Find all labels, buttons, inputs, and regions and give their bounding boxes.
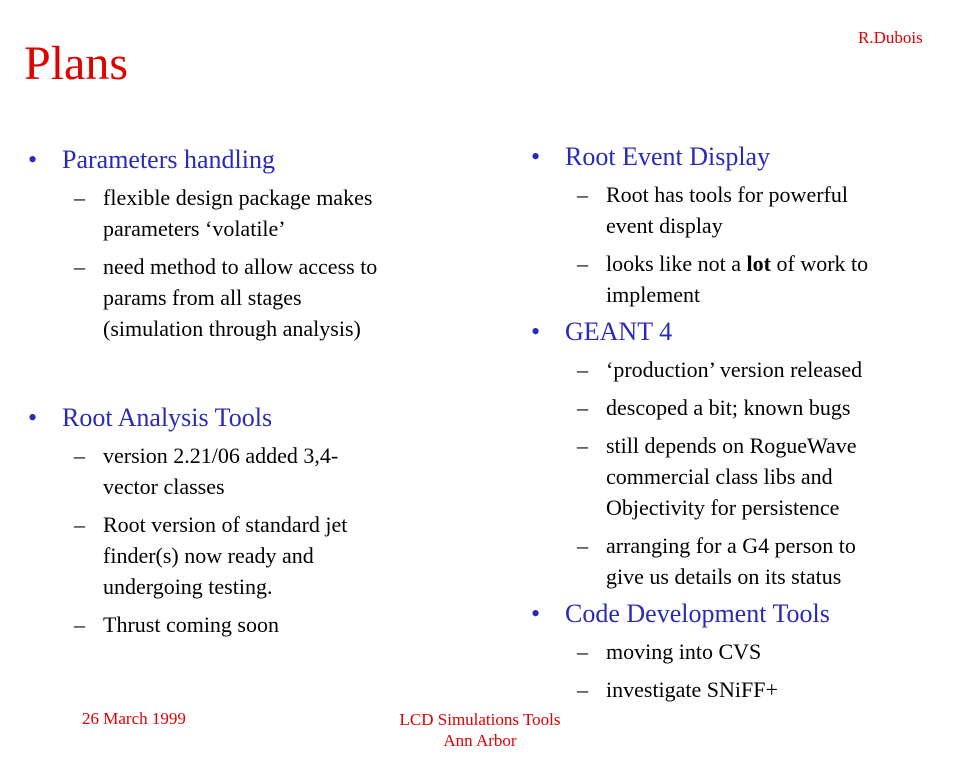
section-heading-text: Parameters handling: [62, 145, 275, 174]
bullet-icon: •: [28, 145, 38, 174]
dash-icon: –: [577, 395, 588, 420]
sub-item-line: Root has tools for powerful: [606, 182, 848, 207]
section-heading: [28, 403, 468, 433]
bullet-icon: •: [28, 403, 38, 432]
dash-icon: –: [74, 185, 85, 210]
dash-icon: –: [577, 182, 588, 207]
author-name: R.Dubois: [858, 28, 923, 47]
dash-icon: –: [577, 533, 588, 558]
sub-item: [531, 392, 960, 423]
sub-item-line: undergoing testing.: [103, 574, 273, 599]
section-heading-text: GEANT 4: [565, 317, 673, 346]
bullet-icon: •: [531, 317, 541, 346]
sub-item: [531, 179, 960, 241]
sub-item-line: (simulation through analysis): [103, 316, 361, 341]
footer-event-title: LCD Simulations Tools: [399, 710, 561, 729]
section-heading-text: Code Development Tools: [565, 599, 830, 628]
dash-icon: –: [577, 433, 588, 458]
sub-item-line: Root version of standard jet: [103, 512, 348, 537]
sub-item-line: version 2.21/06 added 3,4-: [103, 443, 339, 468]
bullet-icon: •: [531, 599, 541, 628]
sub-item-line: implement: [606, 282, 701, 307]
sub-item-line: vector classes: [103, 474, 225, 499]
sub-item-line: arranging for a G4 person to: [606, 533, 856, 558]
dash-icon: –: [577, 677, 588, 702]
sub-item-line: give us details on its status: [606, 564, 842, 589]
emphasis: lot: [746, 251, 771, 276]
sub-item-line: event display: [606, 213, 723, 238]
footer-location: Ann Arbor: [443, 731, 517, 750]
sub-item-line: flexible design package makes: [103, 185, 373, 210]
sub-item-line: ‘production’ version released: [606, 357, 863, 382]
sub-item: [531, 248, 960, 310]
sub-item-line: moving into CVS: [606, 639, 762, 664]
left-column: [28, 145, 468, 647]
section-heading: [531, 142, 960, 172]
bullet-icon: •: [531, 142, 541, 171]
sub-item: [531, 530, 960, 592]
section-heading-text: Root Event Display: [565, 142, 771, 171]
right-column: [531, 142, 960, 712]
dash-icon: –: [577, 639, 588, 664]
sub-item-line: investigate SNiFF+: [606, 677, 778, 702]
sub-item: [531, 430, 960, 523]
dash-icon: –: [577, 251, 588, 276]
sub-item-line: commercial class libs and: [606, 464, 833, 489]
dash-icon: –: [74, 443, 85, 468]
sub-item: [28, 509, 468, 602]
sub-item-line: Thrust coming soon: [103, 612, 279, 637]
sub-item: [28, 440, 468, 502]
dash-icon: –: [577, 357, 588, 382]
section-heading: [28, 145, 468, 175]
sub-item: [531, 354, 960, 385]
sub-item-line: parameters ‘volatile’: [103, 216, 286, 241]
dash-icon: –: [74, 512, 85, 537]
sub-item-line: Objectivity for persistence: [606, 495, 840, 520]
sub-item-line: looks like not a lot of work to: [606, 251, 869, 276]
footer-date: 26 March 1999: [82, 709, 186, 728]
section-heading: [531, 317, 960, 347]
footer-center: [380, 709, 580, 751]
dash-icon: –: [74, 612, 85, 637]
slide-title: Plans: [24, 37, 129, 90]
sub-item-line: finder(s) now ready and: [103, 543, 314, 568]
sub-item: [531, 674, 960, 705]
sub-item: [531, 636, 960, 667]
section-heading-text: Root Analysis Tools: [62, 403, 273, 432]
sub-item-line: need method to allow access to: [103, 254, 378, 279]
sub-item: [28, 609, 468, 640]
sub-item: [28, 251, 468, 344]
sub-item-line: descoped a bit; known bugs: [606, 395, 851, 420]
sub-item-line: params from all stages: [103, 285, 302, 310]
dash-icon: –: [74, 254, 85, 279]
section-heading: [531, 599, 960, 629]
sub-item: [28, 182, 468, 244]
sub-item-line: still depends on RogueWave: [606, 433, 857, 458]
